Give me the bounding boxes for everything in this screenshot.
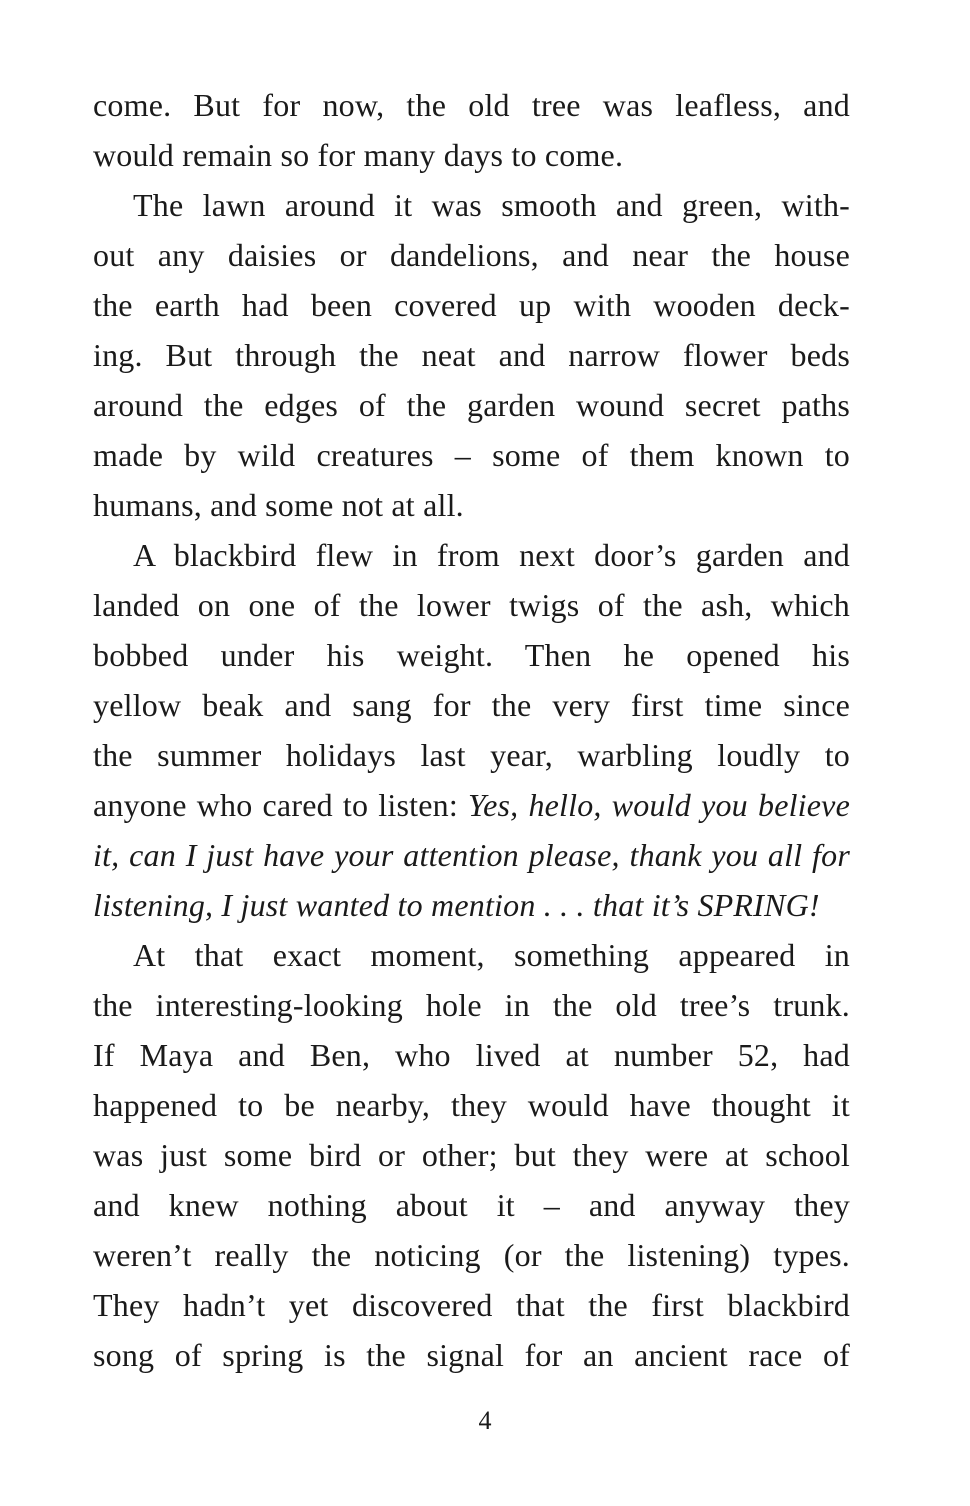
- text-line: the summer holidays last year, warbling loudly to: [93, 737, 850, 773]
- body-text: [93, 80, 850, 1380]
- text-line: and knew nothing about it – and anyway they: [93, 1187, 850, 1223]
- text-line: happened to be nearby, they would have thought it: [93, 1087, 850, 1123]
- text-line: The lawn around it was smooth and green, with-: [133, 187, 850, 223]
- italic-text-line: listening, I just wanted to mention . . . that it’s SPRING!: [93, 887, 820, 923]
- text-line: A blackbird flew in from next door’s garden and: [133, 537, 850, 573]
- text-line: around the edges of the garden wound secret paths: [93, 387, 850, 423]
- text-line: was just some bird or other; but they were at school: [93, 1137, 850, 1173]
- roman-text: anyone who cared to listen:: [93, 787, 469, 823]
- text-line: humans, and some not at all.: [93, 487, 464, 523]
- text-line: landed on one of the lower twigs of the ash, which: [93, 587, 850, 623]
- page-number: 4: [478, 1406, 492, 1435]
- text-line: the earth had been covered up with wooden deck-: [93, 287, 850, 323]
- text-line: the interesting-looking hole in the old tree’s trunk.: [93, 987, 850, 1023]
- italic-text-line: it, can I just have your attention please, thank you all for: [93, 837, 850, 873]
- text-line: come. But for now, the old tree was leafless, and: [93, 87, 850, 123]
- text-line: made by wild creatures – some of them known to: [93, 437, 850, 473]
- text-line: song of spring is the signal for an ancient race of: [93, 1337, 850, 1373]
- text-line: weren’t really the noticing (or the listening) types.: [93, 1237, 850, 1273]
- text-line: ing. But through the neat and narrow flower beds: [93, 337, 850, 373]
- text-line-mixed: [93, 780, 850, 830]
- text-line: yellow beak and sang for the very first time since: [93, 687, 850, 723]
- text-line: bobbed under his weight. Then he opened his: [93, 637, 850, 673]
- text-line: out any daisies or dandelions, and near the house: [93, 237, 850, 273]
- italic-text: Yes, hello, would you believe: [468, 787, 850, 823]
- text-line: At that exact moment, something appeared in: [133, 937, 850, 973]
- text-line: would remain so for many days to come.: [93, 137, 624, 173]
- text-line: If Maya and Ben, who lived at number 52, had: [93, 1037, 850, 1073]
- text-line: They hadn’t yet discovered that the first blackbird: [93, 1287, 850, 1323]
